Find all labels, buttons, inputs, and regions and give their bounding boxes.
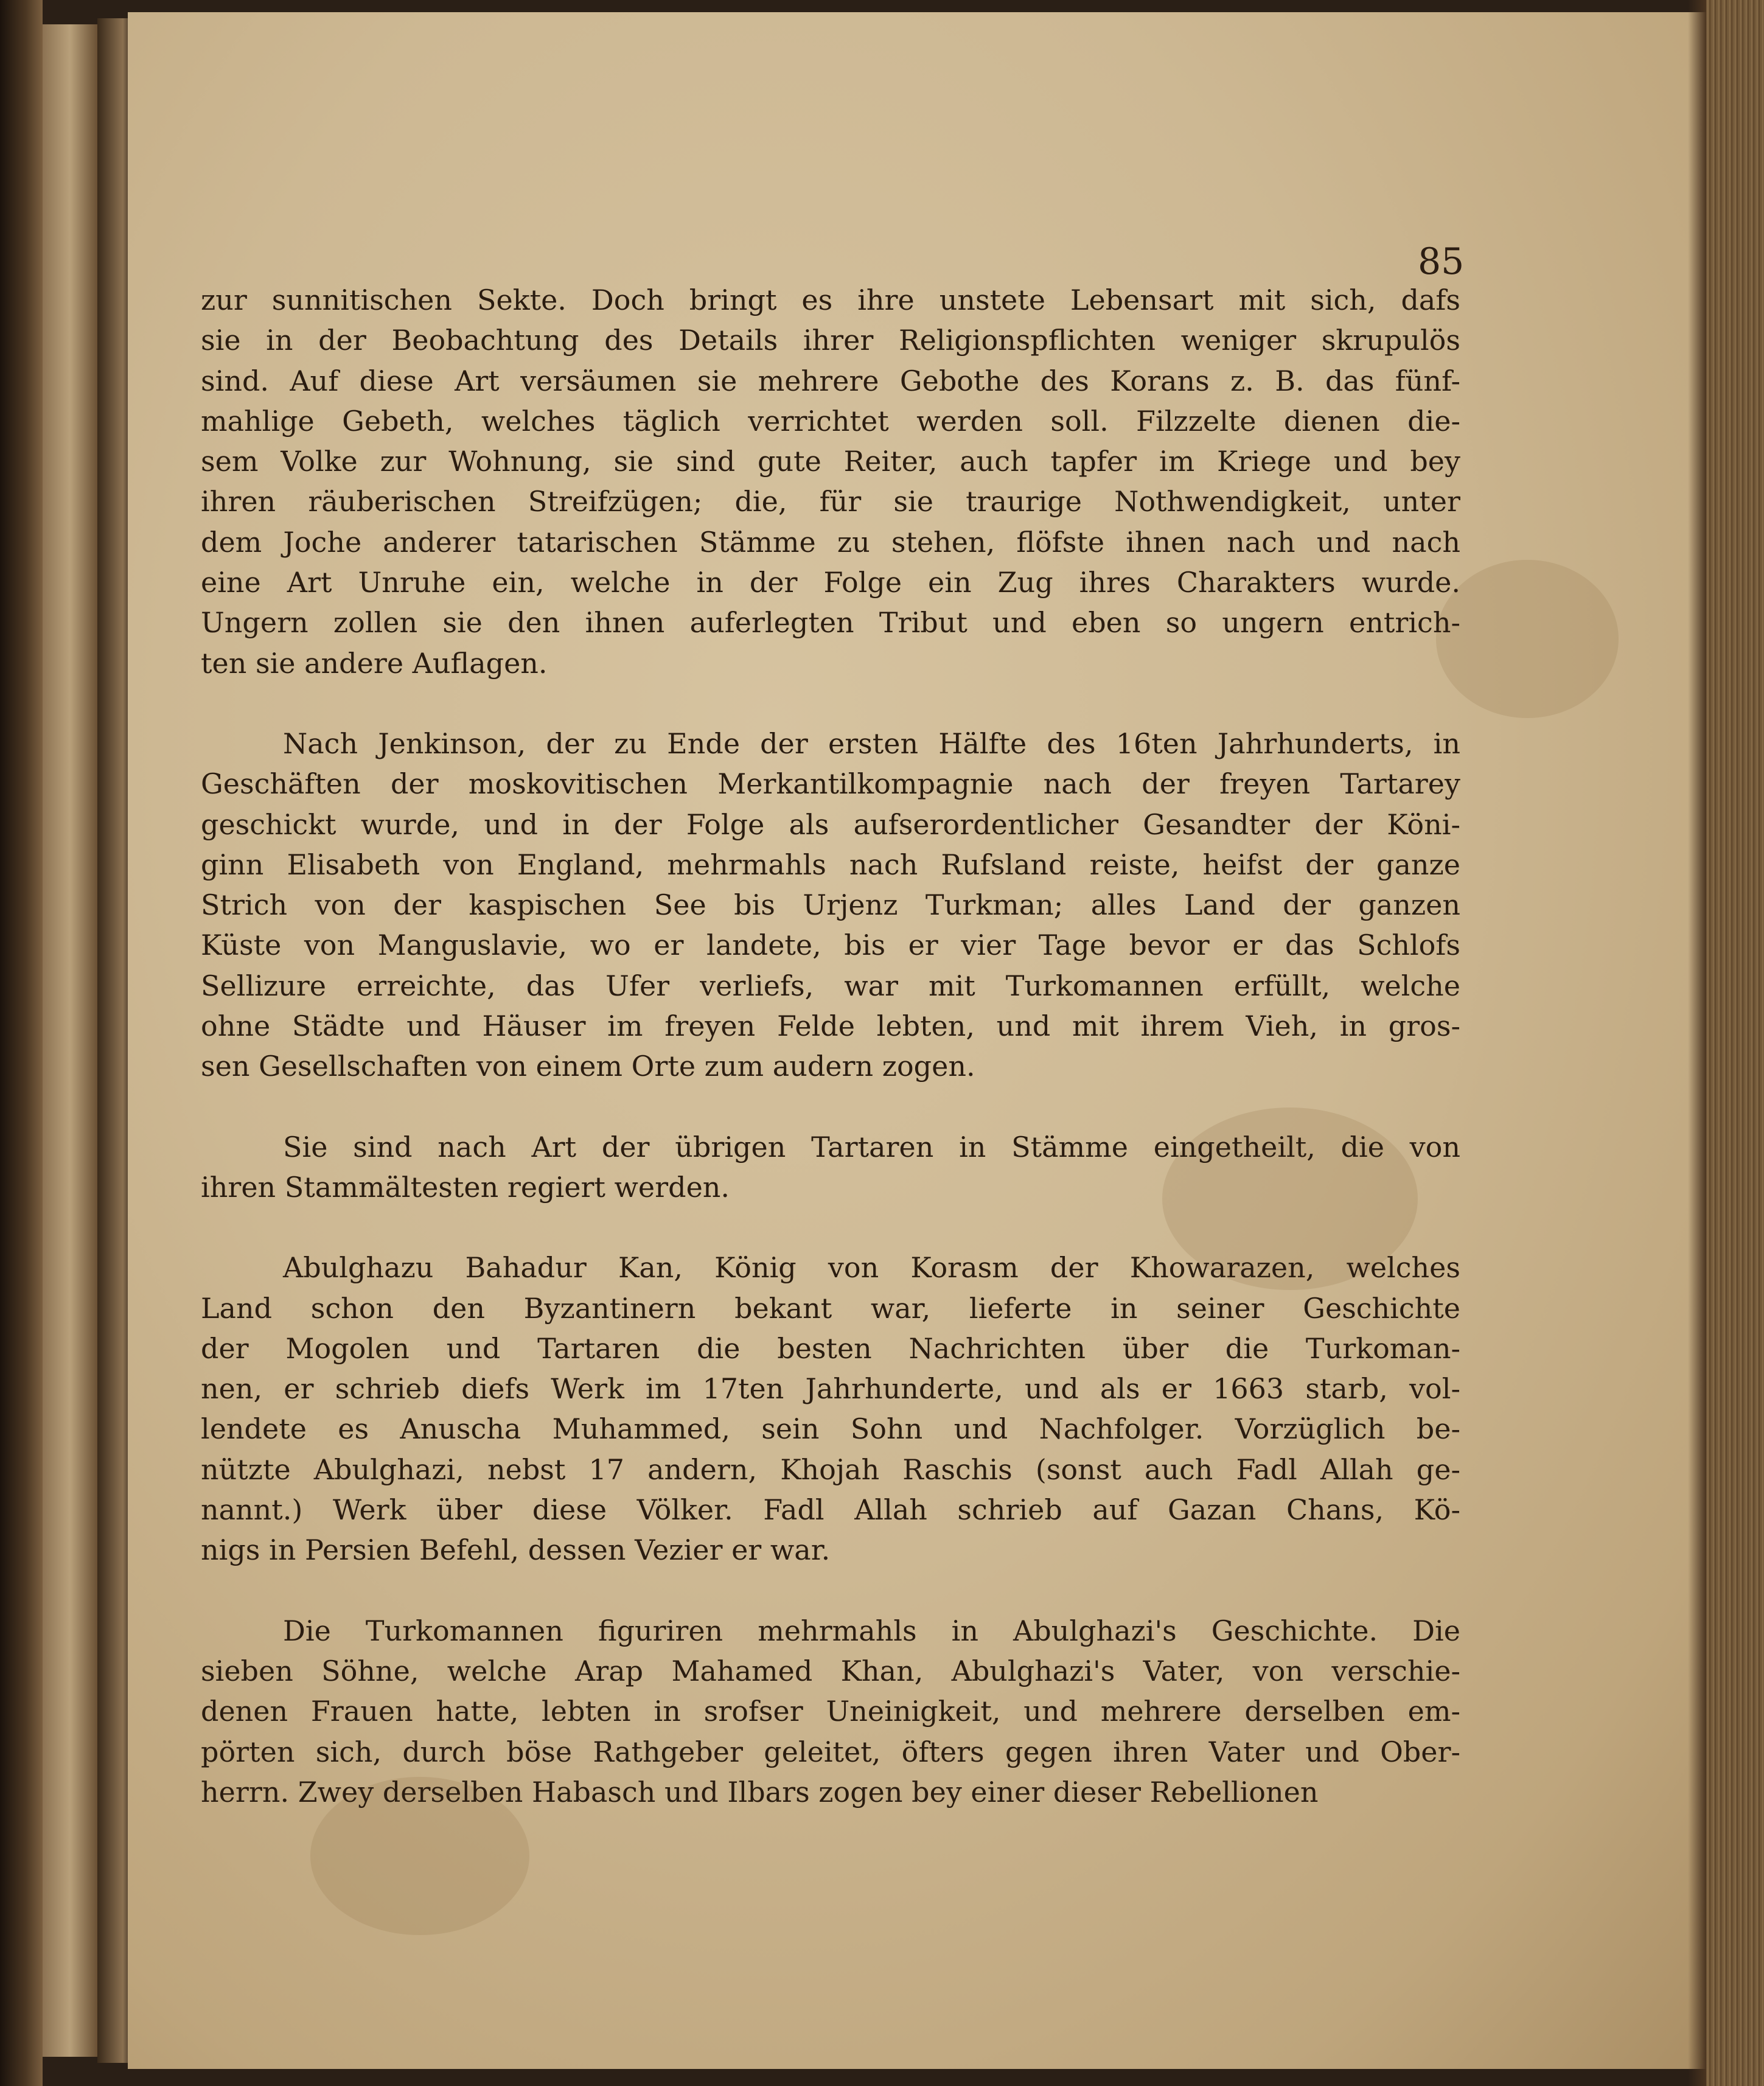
paragraph [201, 1611, 1460, 1812]
text-line: dem Joche anderer tatarischen Stämme zu stehen, flöfste ihnen nach und nach [201, 525, 1460, 559]
text-line: ten sie andere Auflagen. [201, 646, 548, 680]
page-fore-edge [1706, 0, 1764, 2086]
text-line: Sie sind nach Art der übrigen Tartaren in Stämme eingetheilt, die von [283, 1130, 1460, 1163]
text-line: herrn. Zwey derselben Habasch und Ilbars zogen bey einer dieser Rebellionen [201, 1775, 1319, 1809]
paragraph [201, 724, 1460, 1087]
text-line: sind. Auf diese Art versäumen sie mehrere Gebothe des Korans z. B. das fünf- [201, 364, 1460, 397]
text-line: mahlige Gebeth, welches täglich verrichtet werden soll. Filzzelte dienen die- [201, 404, 1460, 438]
text-line: sie in der Beobachtung des Details ihrer Religionspflichten weniger skrupulös [201, 324, 1460, 357]
text-line: nen, er schrieb diefs Werk im 17ten Jahrhunderte, und als er 1663 starb, vol- [201, 1372, 1460, 1406]
left-binding-edge [0, 0, 43, 2086]
text-line: ihren Stammältesten regiert werden. [201, 1170, 730, 1204]
text-line: Land schon den Byzantinern bekant war, lieferte in seiner Geschichte [201, 1291, 1460, 1325]
fore-edge-shadow [1688, 0, 1706, 2086]
text-line: geschickt wurde, und in der Folge als aufserordentlicher Gesandter der Köni- [201, 808, 1460, 841]
text-line: nannt.) Werk über diese Völker. Fadl Allah schrieb auf Gazan Chans, Kö- [201, 1493, 1460, 1527]
paragraph [201, 1247, 1460, 1570]
paper-stain [1436, 560, 1619, 718]
page-number: 85 [1418, 240, 1465, 283]
text-line: denen Frauen hatte, lebten in srofser Uneinigkeit, und mehrere derselben em- [201, 1695, 1460, 1728]
text-line: lendete es Anuscha Muhammed, sein Sohn und Nachfolger. Vorzüglich be- [201, 1412, 1460, 1446]
text-line: ohne Städte und Häuser im freyen Felde lebten, und mit ihrem Vieh, in gros- [201, 1010, 1460, 1043]
text-line: ginn Elisabeth von England, mehrmahls nach Rufsland reiste, heifst der ganze [201, 848, 1460, 881]
text-line: sem Volke zur Wohnung, sie sind gute Reiter, auch tapfer im Kriege und bey [201, 445, 1460, 478]
text-line: nigs in Persien Befehl, dessen Vezier er war. [201, 1533, 831, 1567]
text-line: Sellizure erreichte, das Ufer verliefs, war mit Turkomannen erfüllt, welche [201, 969, 1460, 1002]
text-line: Strich von der kaspischen See bis Urjenz Turkman; alles Land der ganzen [201, 888, 1460, 922]
text-line: zur sunnitischen Sekte. Doch bringt es ihre unstete Lebensart mit sich, dafs [201, 284, 1460, 316]
paragraph [201, 1127, 1460, 1208]
text-line: Die Turkomannen figuriren mehrmahls in Abulghazi's Geschichte. Die [283, 1614, 1460, 1647]
previous-page-strip [43, 24, 97, 2057]
text-line: Geschäften der moskovitischen Merkantilkompagnie nach der freyen Tartarey [201, 767, 1460, 801]
body-text [201, 280, 1460, 1812]
text-line: nützte Abulghazi, nebst 17 andern, Khojah Raschis (sonst auch Fadl Allah ge- [201, 1453, 1460, 1486]
text-line: eine Art Unruhe ein, welche in der Folge ein Zug ihres Charakters wurde. [201, 566, 1460, 599]
text-line: pörten sich, durch böse Rathgeber geleitet, öfters gegen ihren Vater und Ober- [201, 1735, 1460, 1768]
text-line: ihren räuberischen Streifzügen; die, für sie traurige Nothwendigkeit, unter [201, 485, 1460, 518]
text-line: sieben Söhne, welche Arap Mahamed Khan, Abulghazi's Vater, von verschie- [201, 1654, 1460, 1687]
text-line: Ungern zollen sie den ihnen auferlegten Tribut und eben so ungern entrich- [201, 606, 1460, 640]
text-line: Abulghazu Bahadur Kan, König von Korasm der Khowarazen, welches [283, 1251, 1460, 1285]
paragraph [201, 280, 1460, 683]
text-line: sen Gesellschaften von einem Orte zum audern zogen. [201, 1050, 975, 1083]
text-line: Küste von Manguslavie, wo er landete, bis er vier Tage bevor er das Schlofs [201, 929, 1460, 962]
text-line: der Mogolen und Tartaren die besten Nachrichten über die Turkoman- [201, 1331, 1460, 1365]
text-line: Nach Jenkinson, der zu Ende der ersten Hälfte des 16ten Jahrhunderts, in [283, 727, 1460, 760]
